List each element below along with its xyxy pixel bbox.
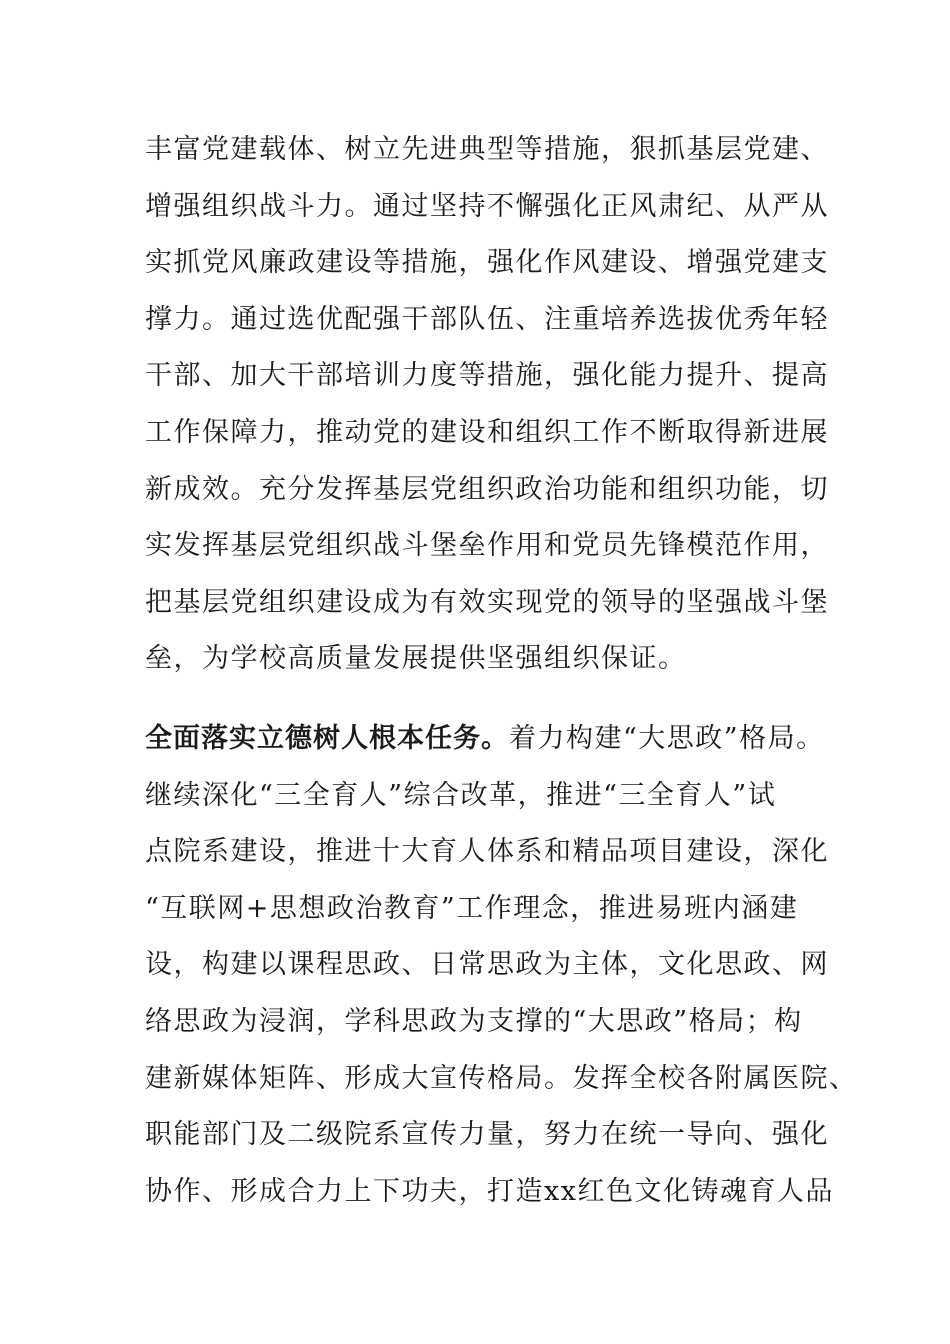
paragraph-line: 实发挥基层党组织战斗堡垒作用和党员先锋模范作用， bbox=[145, 530, 829, 562]
paragraph-line: 点院系建设，推进十大育人体系和精品项目建设，深化 bbox=[145, 836, 829, 868]
paragraph-line: 络思政为浸润，学科思政为支撑的“大思政”格局；构 bbox=[145, 1005, 803, 1037]
paragraph-line: 设，构建以课程思政、日常思政为主体，文化思政、网 bbox=[145, 949, 829, 981]
paragraph-line: 协作、形成合力上下功夫，打造xx红色文化铸魂育人品 bbox=[145, 1175, 834, 1207]
paragraph-line: 垒，为学校高质量发展提供坚强组织保证。 bbox=[145, 643, 687, 675]
paragraph-line: 丰富党建载体、树立先进典型等措施，狠抓基层党建、 bbox=[145, 134, 829, 165]
paragraph-line: 工作保障力，推动党的建设和组织工作不断取得新进展 bbox=[145, 416, 829, 448]
paragraph-line: 继续深化“三全育人”综合改革，推进“三全育人”试 bbox=[145, 779, 777, 811]
paragraph-line: 撑力。通过选优配强干部队伍、注重培养选拔优秀年轻 bbox=[145, 303, 829, 335]
heading-continuation: 着力构建“大思政”格局。 bbox=[509, 723, 825, 754]
paragraph-line: 干部、加大干部培训力度等措施，强化能力提升、提高 bbox=[145, 360, 829, 392]
paragraph-party-building bbox=[145, 122, 845, 688]
paragraph-line: 建新媒体矩阵、形成大宣传格局。发挥全校各附属医院、 bbox=[145, 1062, 858, 1094]
paragraph-line: “互联网+思想政治教育”工作理念，推进易班内涵建 bbox=[145, 892, 799, 924]
paragraph-line: 把基层党组织建设成为有效实现党的领导的坚强战斗堡 bbox=[145, 586, 829, 618]
paragraph-line: 实抓党风廉政建设等措施，强化作风建设、增强党建支 bbox=[145, 247, 829, 279]
paragraph-moral-education bbox=[145, 711, 858, 1220]
section-heading: 全面落实立德树人根本任务。 bbox=[145, 723, 509, 754]
paragraph-line: 增强组织战斗力。通过坚持不懈强化正风肃纪、从严从 bbox=[145, 190, 829, 222]
paragraph-line: 新成效。充分发挥基层党组织政治功能和组织功能，切 bbox=[145, 473, 829, 505]
paragraph-first-line bbox=[145, 711, 845, 768]
paragraph-line: 职能部门及二级院系宣传力量，努力在统一导向、强化 bbox=[145, 1119, 829, 1151]
